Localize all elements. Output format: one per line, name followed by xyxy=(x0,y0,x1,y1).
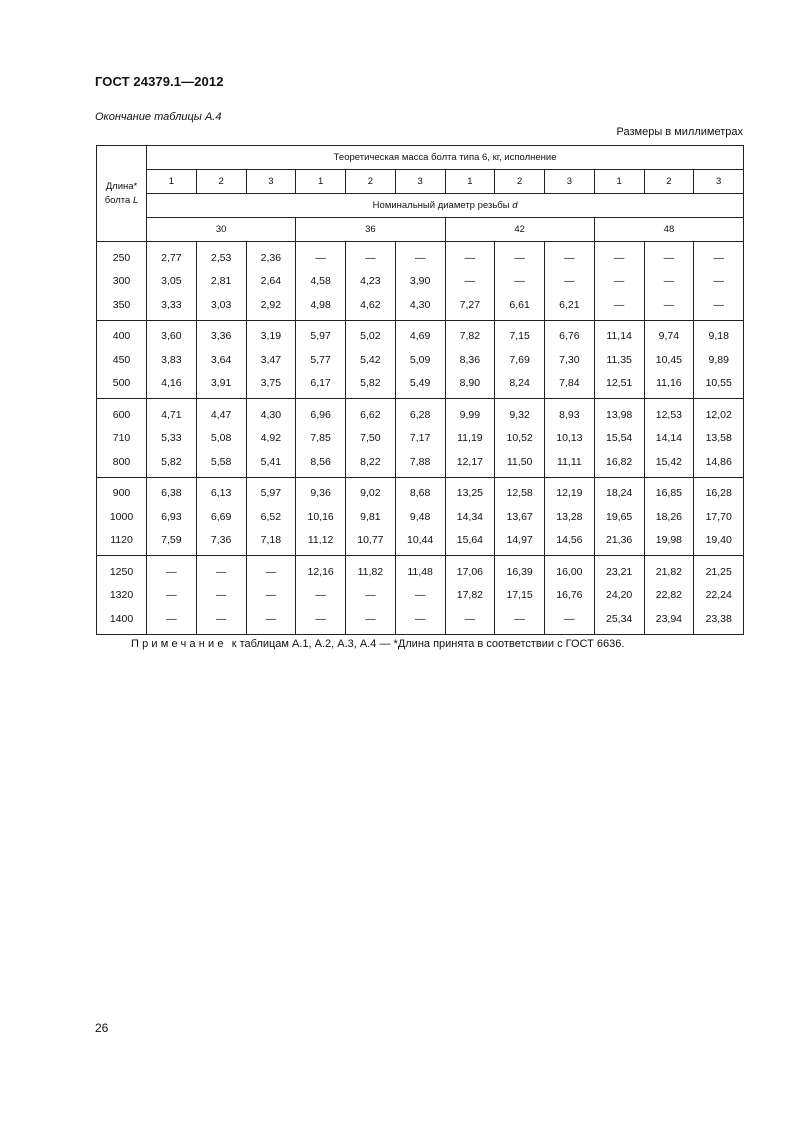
mass-cell: 23,21 xyxy=(594,556,644,584)
mass-cell: 5,33 xyxy=(147,427,197,451)
mass-cell: — xyxy=(445,607,495,634)
mass-cell: — xyxy=(694,242,744,270)
mass-cell: 3,19 xyxy=(246,320,296,348)
mass-cell: 18,24 xyxy=(594,477,644,505)
length-cell: 600 xyxy=(97,399,147,427)
execution-cell: 1 xyxy=(147,170,197,194)
table-row xyxy=(97,556,744,584)
row-group xyxy=(97,320,744,399)
mass-cell: — xyxy=(246,607,296,634)
mass-cell: 7,82 xyxy=(445,320,495,348)
mass-cell: 12,58 xyxy=(495,477,545,505)
mass-cell: — xyxy=(545,270,595,294)
mass-cell: — xyxy=(495,607,545,634)
execution-cell: 2 xyxy=(346,170,396,194)
mass-cell: 13,28 xyxy=(545,505,595,529)
mass-cell: 13,67 xyxy=(495,505,545,529)
mass-cell: 18,26 xyxy=(644,505,694,529)
mass-cell: 10,52 xyxy=(495,427,545,451)
mass-cell: 17,82 xyxy=(445,584,495,608)
mass-cell: 5,49 xyxy=(395,372,445,399)
row-group xyxy=(97,399,744,478)
length-cell: 900 xyxy=(97,477,147,505)
mass-cell: 19,98 xyxy=(644,529,694,556)
mass-cell: 14,34 xyxy=(445,505,495,529)
mass-cell: 2,36 xyxy=(246,242,296,270)
mass-cell: 5,97 xyxy=(246,477,296,505)
standard-title: ГОСТ 24379.1—2012 xyxy=(95,74,224,89)
mass-cell: 15,42 xyxy=(644,450,694,477)
mass-cell: 11,14 xyxy=(594,320,644,348)
mass-cell: 5,42 xyxy=(346,348,396,372)
mass-cell: 7,15 xyxy=(495,320,545,348)
mass-cell: 19,65 xyxy=(594,505,644,529)
mass-cell: 11,12 xyxy=(296,529,346,556)
mass-cell: 9,32 xyxy=(495,399,545,427)
table-row xyxy=(97,242,744,270)
mass-cell: 22,24 xyxy=(694,584,744,608)
mass-cell: 4,47 xyxy=(196,399,246,427)
mass-cell: 14,97 xyxy=(495,529,545,556)
mass-cell: 8,24 xyxy=(495,372,545,399)
mass-cell: — xyxy=(346,242,396,270)
mass-cell: — xyxy=(147,584,197,608)
execution-cell: 3 xyxy=(395,170,445,194)
mass-cell: 16,76 xyxy=(545,584,595,608)
mass-cell: 4,23 xyxy=(346,270,396,294)
mass-cell: 7,88 xyxy=(395,450,445,477)
mass-cell: 14,86 xyxy=(694,450,744,477)
mass-cell: 17,06 xyxy=(445,556,495,584)
mass-cell: 4,16 xyxy=(147,372,197,399)
mass-cell: 10,55 xyxy=(694,372,744,399)
mass-cell: 16,00 xyxy=(545,556,595,584)
mass-cell: 11,16 xyxy=(644,372,694,399)
mass-cell: 9,81 xyxy=(346,505,396,529)
mass-cell: — xyxy=(246,556,296,584)
row-group xyxy=(97,477,744,556)
mass-cell: 6,69 xyxy=(196,505,246,529)
mass-cell: 16,82 xyxy=(594,450,644,477)
row-group xyxy=(97,556,744,635)
table-row xyxy=(97,320,744,348)
mass-cell: 3,83 xyxy=(147,348,197,372)
mass-cell: 8,68 xyxy=(395,477,445,505)
mass-cell: 11,48 xyxy=(395,556,445,584)
mass-cell: 5,82 xyxy=(147,450,197,477)
mass-cell: 19,40 xyxy=(694,529,744,556)
mass-cell: 6,38 xyxy=(147,477,197,505)
mass-cell: 21,36 xyxy=(594,529,644,556)
mass-cell: 12,02 xyxy=(694,399,744,427)
table-caption: Окончание таблицы А.4 xyxy=(95,111,222,123)
mass-cell: 7,69 xyxy=(495,348,545,372)
mass-table xyxy=(96,145,744,635)
row-group xyxy=(97,242,744,321)
mass-cell: 4,58 xyxy=(296,270,346,294)
mass-cell: — xyxy=(147,556,197,584)
mass-cell: — xyxy=(395,584,445,608)
mass-cell: 12,19 xyxy=(545,477,595,505)
mass-cell: 9,18 xyxy=(694,320,744,348)
mass-cell: — xyxy=(395,242,445,270)
length-cell: 1250 xyxy=(97,556,147,584)
table-row xyxy=(97,584,744,608)
mass-cell: 4,69 xyxy=(395,320,445,348)
mass-cell: 8,22 xyxy=(346,450,396,477)
mass-cell: 13,25 xyxy=(445,477,495,505)
page-number: 26 xyxy=(95,1021,109,1035)
mass-cell: 8,93 xyxy=(545,399,595,427)
mass-cell: 8,56 xyxy=(296,450,346,477)
mass-cell: — xyxy=(644,242,694,270)
mass-cell: 14,14 xyxy=(644,427,694,451)
execution-cell: 1 xyxy=(445,170,495,194)
length-cell: 350 xyxy=(97,293,147,320)
length-cell: 400 xyxy=(97,320,147,348)
mass-cell: 6,61 xyxy=(495,293,545,320)
mass-cell: — xyxy=(545,607,595,634)
mass-cell: 7,17 xyxy=(395,427,445,451)
length-cell: 1320 xyxy=(97,584,147,608)
length-header-cell xyxy=(97,146,147,242)
mass-cell: 7,27 xyxy=(445,293,495,320)
mass-cell: 24,20 xyxy=(594,584,644,608)
execution-cell: 1 xyxy=(296,170,346,194)
mass-cell: — xyxy=(495,242,545,270)
mass-cell: 11,35 xyxy=(594,348,644,372)
mass-cell: 6,76 xyxy=(545,320,595,348)
length-cell: 710 xyxy=(97,427,147,451)
mass-cell: 3,90 xyxy=(395,270,445,294)
mass-cell: 7,50 xyxy=(346,427,396,451)
mass-cell: — xyxy=(594,242,644,270)
mass-cell: 7,59 xyxy=(147,529,197,556)
mass-cell: — xyxy=(196,607,246,634)
mass-cell: — xyxy=(196,556,246,584)
mass-cell: 5,02 xyxy=(346,320,396,348)
mass-cell: — xyxy=(495,270,545,294)
mass-cell: 4,98 xyxy=(296,293,346,320)
mass-cell: 3,75 xyxy=(246,372,296,399)
mass-cell: 5,97 xyxy=(296,320,346,348)
mass-cell: 25,34 xyxy=(594,607,644,634)
mass-cell: 21,82 xyxy=(644,556,694,584)
mass-cell: 4,30 xyxy=(246,399,296,427)
mass-cell: — xyxy=(545,242,595,270)
mass-cell: 3,64 xyxy=(196,348,246,372)
diameter-cell: 42 xyxy=(445,218,594,242)
mass-cell: 9,89 xyxy=(694,348,744,372)
length-cell: 500 xyxy=(97,372,147,399)
mass-cell: — xyxy=(296,607,346,634)
execution-cell: 2 xyxy=(196,170,246,194)
table-row xyxy=(97,505,744,529)
mass-cell: 3,03 xyxy=(196,293,246,320)
mass-cell: — xyxy=(296,584,346,608)
mass-cell: 2,53 xyxy=(196,242,246,270)
table-header xyxy=(97,146,744,242)
diameter-header xyxy=(147,194,744,218)
mass-cell: — xyxy=(395,607,445,634)
mass-cell: — xyxy=(196,584,246,608)
mass-cell: 5,58 xyxy=(196,450,246,477)
length-cell: 1400 xyxy=(97,607,147,634)
mass-cell: 2,64 xyxy=(246,270,296,294)
table-row xyxy=(97,607,744,634)
mass-cell: 17,70 xyxy=(694,505,744,529)
mass-cell: 23,38 xyxy=(694,607,744,634)
diameter-cell: 30 xyxy=(147,218,296,242)
mass-cell: 10,45 xyxy=(644,348,694,372)
table-row xyxy=(97,270,744,294)
diameter-header-text: Номинальный диаметр резьбы xyxy=(372,200,510,211)
mass-cell: 2,92 xyxy=(246,293,296,320)
mass-cell: 15,54 xyxy=(594,427,644,451)
table-row xyxy=(97,529,744,556)
mass-cell: 15,64 xyxy=(445,529,495,556)
mass-cell: 2,81 xyxy=(196,270,246,294)
mass-cell: 9,74 xyxy=(644,320,694,348)
mass-cell: 10,77 xyxy=(346,529,396,556)
mass-cell: 10,16 xyxy=(296,505,346,529)
table-row xyxy=(97,348,744,372)
units-label: Размеры в миллиметрах xyxy=(616,126,743,138)
table-row xyxy=(97,427,744,451)
mass-cell: 8,36 xyxy=(445,348,495,372)
mass-cell: — xyxy=(296,242,346,270)
mass-cell: 8,90 xyxy=(445,372,495,399)
mass-cell: 13,58 xyxy=(694,427,744,451)
mass-cell: 23,94 xyxy=(644,607,694,634)
mass-cell: 6,17 xyxy=(296,372,346,399)
mass-cell: 6,13 xyxy=(196,477,246,505)
mass-cell: — xyxy=(346,607,396,634)
mass-cell: 3,47 xyxy=(246,348,296,372)
mass-cell: 16,85 xyxy=(644,477,694,505)
mass-cell: 3,33 xyxy=(147,293,197,320)
mass-cell: 9,99 xyxy=(445,399,495,427)
mass-cell: 2,77 xyxy=(147,242,197,270)
mass-cell: 6,21 xyxy=(545,293,595,320)
mass-cell: 7,30 xyxy=(545,348,595,372)
execution-cell: 1 xyxy=(594,170,644,194)
length-cell: 1120 xyxy=(97,529,147,556)
mass-cell: 16,39 xyxy=(495,556,545,584)
mass-cell: — xyxy=(346,584,396,608)
length-cell: 450 xyxy=(97,348,147,372)
length-symbol: L xyxy=(132,194,139,206)
mass-cell: 6,28 xyxy=(395,399,445,427)
mass-cell: — xyxy=(694,270,744,294)
diameter-cell: 36 xyxy=(296,218,445,242)
mass-cell: 5,08 xyxy=(196,427,246,451)
diameter-cell: 48 xyxy=(594,218,743,242)
mass-header: Теоретическая масса болта типа 6, кг, исполнение xyxy=(147,146,744,170)
mass-cell: — xyxy=(594,270,644,294)
mass-cell: — xyxy=(694,293,744,320)
table-note xyxy=(131,638,624,650)
table-row xyxy=(97,399,744,427)
mass-cell: 5,41 xyxy=(246,450,296,477)
mass-cell: 17,15 xyxy=(495,584,545,608)
mass-cell: 14,56 xyxy=(545,529,595,556)
mass-cell: — xyxy=(644,270,694,294)
mass-cell: 7,18 xyxy=(246,529,296,556)
mass-cell: 5,77 xyxy=(296,348,346,372)
mass-cell: 4,62 xyxy=(346,293,396,320)
mass-cell: 16,28 xyxy=(694,477,744,505)
execution-cell: 3 xyxy=(246,170,296,194)
execution-cell: 2 xyxy=(495,170,545,194)
note-label: Примечание xyxy=(131,638,227,650)
mass-cell: 10,44 xyxy=(395,529,445,556)
execution-cell: 3 xyxy=(694,170,744,194)
mass-cell: 21,25 xyxy=(694,556,744,584)
mass-cell: 9,48 xyxy=(395,505,445,529)
length-cell: 300 xyxy=(97,270,147,294)
mass-cell: 11,11 xyxy=(545,450,595,477)
table-row xyxy=(97,372,744,399)
mass-cell: 5,09 xyxy=(395,348,445,372)
table-row xyxy=(97,450,744,477)
mass-cell: 6,62 xyxy=(346,399,396,427)
mass-cell: 9,36 xyxy=(296,477,346,505)
table-row xyxy=(97,477,744,505)
mass-cell: 4,92 xyxy=(246,427,296,451)
mass-cell: — xyxy=(644,293,694,320)
mass-cell: 10,13 xyxy=(545,427,595,451)
mass-cell: — xyxy=(445,270,495,294)
mass-cell: 12,53 xyxy=(644,399,694,427)
length-cell: 1000 xyxy=(97,505,147,529)
mass-cell: 5,82 xyxy=(346,372,396,399)
mass-cell: 7,36 xyxy=(196,529,246,556)
mass-cell: 9,02 xyxy=(346,477,396,505)
note-text: к таблицам А.1, А.2, А.3, А.4 — *Длина принята в соответствии с ГОСТ 6636. xyxy=(231,638,625,650)
mass-cell: — xyxy=(147,607,197,634)
table-row xyxy=(97,293,744,320)
mass-cell: 6,93 xyxy=(147,505,197,529)
diameter-symbol: d xyxy=(512,200,518,211)
mass-cell: 11,82 xyxy=(346,556,396,584)
mass-cell: 12,51 xyxy=(594,372,644,399)
mass-cell: 3,91 xyxy=(196,372,246,399)
mass-cell: 22,82 xyxy=(644,584,694,608)
mass-cell: 7,84 xyxy=(545,372,595,399)
mass-cell: 7,85 xyxy=(296,427,346,451)
mass-cell: 3,60 xyxy=(147,320,197,348)
diameter-row xyxy=(97,218,744,242)
mass-cell: 6,52 xyxy=(246,505,296,529)
length-cell: 800 xyxy=(97,450,147,477)
mass-cell: 13,98 xyxy=(594,399,644,427)
mass-cell: 3,05 xyxy=(147,270,197,294)
execution-cell: 3 xyxy=(545,170,595,194)
length-header-text: Длина* болта xyxy=(104,180,138,206)
mass-cell: — xyxy=(246,584,296,608)
mass-cell: 11,50 xyxy=(495,450,545,477)
mass-cell: 12,16 xyxy=(296,556,346,584)
mass-cell: 11,19 xyxy=(445,427,495,451)
execution-row xyxy=(97,170,744,194)
mass-cell: — xyxy=(594,293,644,320)
execution-cell: 2 xyxy=(644,170,694,194)
mass-cell: 3,36 xyxy=(196,320,246,348)
mass-cell: 4,71 xyxy=(147,399,197,427)
mass-cell: 6,96 xyxy=(296,399,346,427)
mass-cell: 4,30 xyxy=(395,293,445,320)
length-cell: 250 xyxy=(97,242,147,270)
mass-cell: — xyxy=(445,242,495,270)
mass-cell: 12,17 xyxy=(445,450,495,477)
